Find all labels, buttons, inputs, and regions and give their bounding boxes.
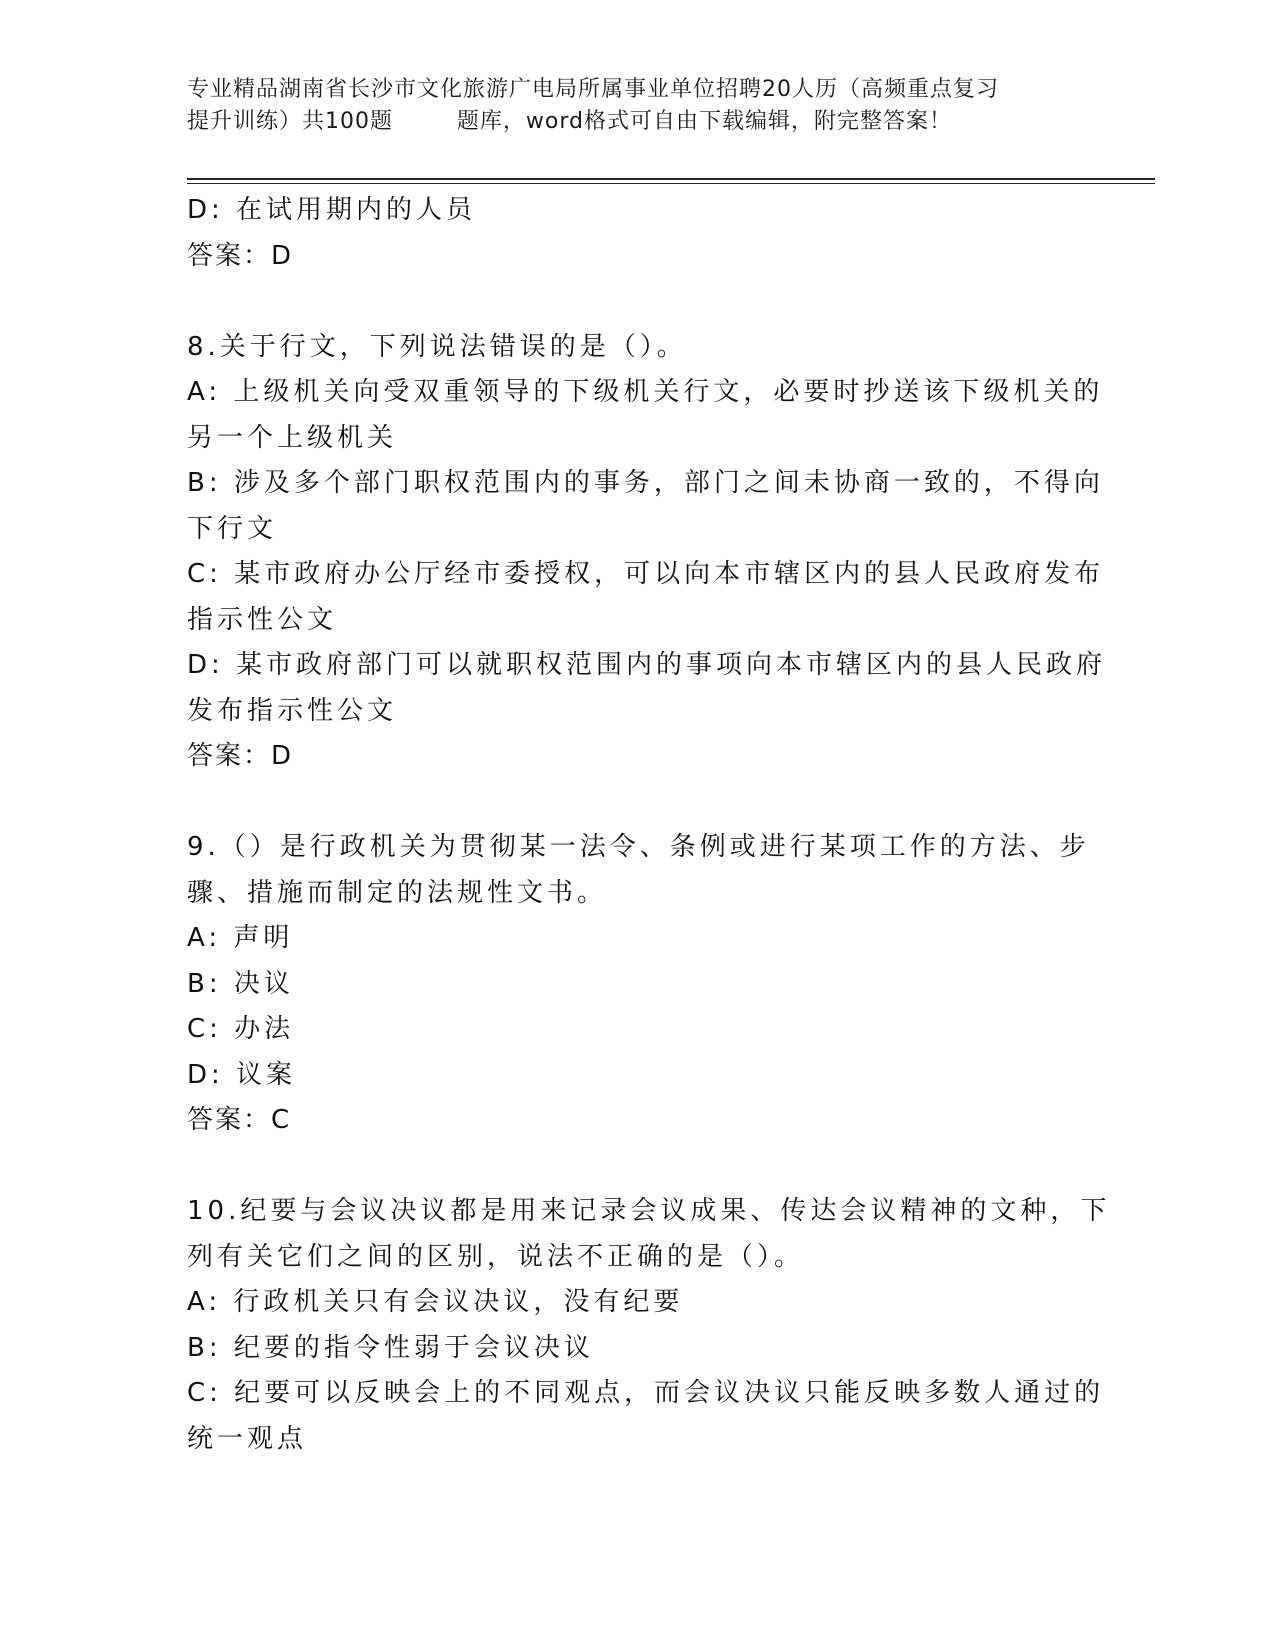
q10-stem: 10.纪要与会议决议都是用来记录会议成果、传达会议精神的文种，下 bbox=[187, 1196, 1111, 1226]
q8-option-a-cont: 另一个上级机关 bbox=[187, 422, 398, 453]
document-body bbox=[187, 188, 1111, 1462]
header-divider-thick bbox=[187, 178, 1155, 180]
q8-option-d-cont: 发布指示性公文 bbox=[187, 695, 398, 726]
header-divider-thin bbox=[187, 183, 1155, 184]
q8-option-a: A: 上级机关向受双重领导的下级机关行文，必要时抄送该下级机关的 bbox=[187, 377, 1104, 407]
q9-option-d: D: 议案 bbox=[187, 1059, 297, 1090]
q9-answer: 答案：C bbox=[187, 1105, 292, 1135]
q9-stem: 9.（）是行政机关为贯彻某一法令、条例或进行某项工作的方法、步 bbox=[187, 832, 1090, 862]
q8-option-b: B: 涉及多个部门职权范围内的事务，部门之间未协商一致的，不得向 bbox=[187, 468, 1104, 498]
q10-option-b: B: 纪要的指令性弱于会议决议 bbox=[187, 1332, 594, 1363]
q10-option-a: A: 行政机关只有会议决议，没有纪要 bbox=[187, 1287, 684, 1317]
q8-option-c-cont: 指示性公文 bbox=[187, 604, 338, 635]
spacer bbox=[187, 780, 1087, 826]
q9-option-c: C: 办法 bbox=[187, 1014, 295, 1044]
spacer bbox=[187, 1144, 1087, 1190]
spacer bbox=[187, 279, 1087, 325]
q10-stem-cont: 列有关它们之间的区别，说法不正确的是（）。 bbox=[187, 1241, 805, 1272]
prev-question-option-d: D: 在试用期内的人员 bbox=[187, 195, 477, 225]
q9-option-a: A: 声明 bbox=[187, 923, 294, 953]
q8-option-c: C: 某市政府办公厅经市委授权，可以向本市辖区内的县人民政府发布 bbox=[187, 559, 1105, 589]
header-line-2: 提升训练）共100题 题库，word格式可自由下载编辑，附完整答案！ bbox=[187, 109, 953, 134]
q8-option-d: D: 某市政府部门可以就职权范围内的事项向本市辖区内的县人民政府 bbox=[187, 650, 1107, 680]
q10-option-c: C: 纪要可以反映会上的不同观点，而会议决议只能反映多数人通过的 bbox=[187, 1378, 1105, 1408]
q9-option-b: B: 决议 bbox=[187, 968, 294, 999]
q9-stem-cont: 骤、措施而制定的法规性文书。 bbox=[187, 877, 608, 908]
q8-option-b-cont: 下行文 bbox=[187, 513, 278, 544]
q8-answer: 答案：D bbox=[187, 741, 294, 771]
q10-option-c-cont: 统一观点 bbox=[187, 1423, 308, 1454]
q8-stem: 8.关于行文，下列说法错误的是（）。 bbox=[187, 331, 687, 362]
document-header bbox=[187, 74, 1087, 138]
prev-question-answer: 答案：D bbox=[187, 240, 294, 271]
header-line-1: 专业精品湖南省长沙市文化旅游广电局所属事业单位招聘20人历（高频重点复习 bbox=[187, 77, 999, 102]
